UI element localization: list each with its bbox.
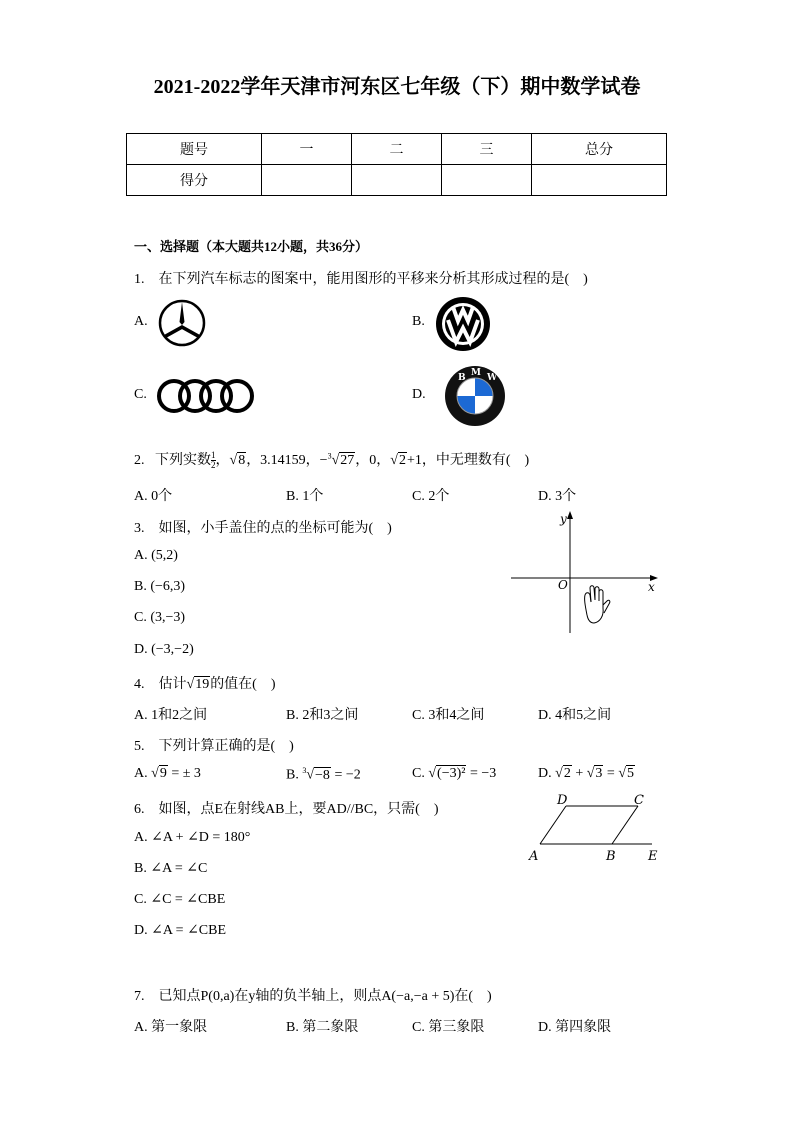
- radicand: 2: [398, 453, 406, 468]
- section-heading: 一、选择题（本大题共12小题，共36分）: [134, 239, 369, 254]
- q1-option-c-label: C.: [134, 387, 147, 402]
- q2-option-b: B. 1个: [286, 489, 324, 504]
- table-cell: [352, 165, 442, 196]
- q7-option-d: D. 第四象限: [538, 1020, 612, 1035]
- q6-option-c: C. ∠C = ∠CBE: [134, 892, 226, 907]
- bmw-letter: W: [487, 373, 498, 383]
- hand-icon: [585, 586, 610, 623]
- q1-option-a-label: A.: [134, 314, 148, 329]
- radicand: 5: [627, 766, 634, 781]
- q4-option-b: B. 2和3之间: [286, 708, 359, 723]
- root-index: 3: [327, 451, 332, 461]
- table-cell: [442, 165, 532, 196]
- option-text: = ± 3: [167, 766, 201, 781]
- radicand: 9: [159, 766, 167, 781]
- q1-option-d-label: D.: [412, 387, 426, 402]
- option-text: +: [571, 766, 587, 781]
- point-label-a: A: [529, 849, 539, 864]
- option-label: C.: [412, 766, 429, 781]
- bmw-logo: [442, 365, 508, 427]
- stem-text: ，: [215, 453, 230, 468]
- option-label: A.: [134, 766, 152, 781]
- table-header-cell: 总分: [532, 134, 667, 165]
- q3-option-c: C. (3,−3): [134, 610, 186, 625]
- radicand: 8: [238, 453, 246, 468]
- stem-text: 4. 估计: [134, 677, 187, 692]
- table-header-cell: 三: [442, 134, 532, 165]
- option-label: B.: [286, 767, 303, 783]
- stem-text: 下列实数: [155, 453, 211, 468]
- table-header-cell: 题号: [127, 134, 262, 165]
- option-text: =: [603, 766, 619, 781]
- y-axis-label: y: [560, 512, 567, 526]
- q3-option-a: A. (5,2): [134, 548, 178, 563]
- q2-option-a: A. 0个: [134, 489, 173, 504]
- q6-option-b: B. ∠A = ∠C: [134, 861, 208, 876]
- radicand: 27: [340, 453, 355, 468]
- stem-text: 的值在( ): [210, 677, 276, 692]
- q7-option-b: B. 第二象限: [286, 1020, 359, 1035]
- origin-label: O: [558, 578, 568, 592]
- bmw-letter: M: [471, 368, 481, 378]
- question-1-stem: 1. 在下列汽车标志的图案中，能用图形的平移来分析其形成过程的是( ): [134, 272, 588, 287]
- q7-option-c: C. 第三象限: [412, 1020, 485, 1035]
- radicand: 19: [195, 677, 210, 692]
- page-title: 2021-2022学年天津市河东区七年级（下）期中数学试卷: [153, 76, 641, 98]
- q5-option-c: C. √(−3)² = −3: [412, 766, 497, 781]
- q2-option-d: D. 3个: [538, 489, 577, 504]
- q6-option-d: D. ∠A = ∠CBE: [134, 923, 227, 938]
- table-row: [127, 165, 667, 196]
- volkswagen-logo: [435, 296, 491, 352]
- q4-option-a: A. 1和2之间: [134, 708, 208, 723]
- point-label-e: E: [648, 849, 658, 864]
- audi-logo: [157, 377, 255, 415]
- q3-option-b: B. (−6,3): [134, 579, 186, 594]
- q5-option-b: B. $^3$√−8 = −2: [286, 766, 361, 783]
- question-4-stem: 4. 估计√19的值在( ): [134, 677, 276, 692]
- q2-option-c: C. 2个: [412, 489, 450, 504]
- radicand: (−3)²: [437, 766, 466, 781]
- q5-option-d: D. √2 + √3 = √5: [538, 766, 634, 781]
- question-3-stem: 3. 如图，小手盖住的点的坐标可能为( ): [134, 521, 392, 536]
- question-6-stem: 6. 如图，点E在射线AB上，要AD//BC，只需( ): [134, 802, 439, 817]
- table-row-label: 得分: [127, 165, 262, 196]
- coordinate-diagram: [505, 505, 665, 635]
- q4-option-d: D. 4和5之间: [538, 708, 612, 723]
- radicand: 3: [595, 766, 603, 781]
- q5-option-a: A. √9 = ± 3: [134, 766, 201, 781]
- stem-text: ，3.14159，−: [246, 453, 328, 468]
- question-number: 2.: [134, 453, 145, 468]
- q6-option-a: A. ∠A + ∠D = 180°: [134, 830, 251, 845]
- stem-text: ，0，: [355, 453, 391, 468]
- table-header-cell: 二: [352, 134, 442, 165]
- question-5-stem: 5. 下列计算正确的是( ): [134, 739, 294, 754]
- radicand: 2: [563, 766, 571, 781]
- table-row: [127, 134, 667, 165]
- point-label-b: B: [606, 849, 616, 864]
- q4-option-c: C. 3和4之间: [412, 708, 485, 723]
- root-index: 3: [302, 766, 307, 775]
- parallelogram-diagram: [524, 790, 664, 866]
- mercedes-logo: [157, 298, 207, 348]
- option-label: D.: [538, 766, 556, 781]
- q3-option-d: D. (−3,−2): [134, 642, 194, 657]
- point-label-c: C: [634, 793, 644, 808]
- point-label-d: D: [557, 793, 568, 808]
- table-cell: [262, 165, 352, 196]
- option-text: = −2: [330, 767, 361, 783]
- x-axis-label: x: [648, 580, 655, 594]
- stem-text: +1，中无理数有( ): [406, 453, 530, 468]
- fraction-numerator: 1: [211, 450, 216, 461]
- score-table: [126, 133, 667, 196]
- table-header-cell: 一: [262, 134, 352, 165]
- option-text: = −3: [466, 766, 497, 781]
- radicand: −8: [315, 767, 330, 783]
- fraction-denominator: 2: [211, 460, 216, 471]
- q7-option-a: A. 第一象限: [134, 1020, 208, 1035]
- question-7-stem: 7. 已知点P(0,a)在y轴的负半轴上，则点A(−a,−a + 5)在( ): [134, 989, 492, 1004]
- q1-option-b-label: B.: [412, 314, 425, 329]
- table-cell: [532, 165, 667, 196]
- bmw-letter: B: [458, 373, 466, 383]
- question-2-stem: 2. 下列实数 $\frac{1}{2}$ ，√8，3.14159，−$^3$√27，0，√2+1，中无理数有( ): [134, 450, 530, 471]
